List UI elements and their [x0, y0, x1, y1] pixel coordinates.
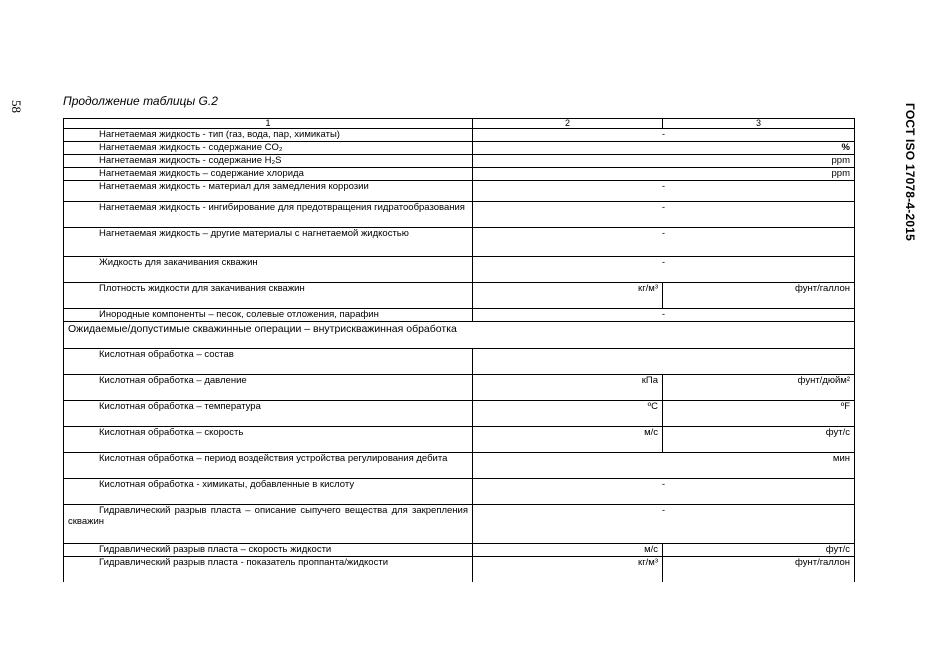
table-row — [64, 181, 855, 202]
table-row — [64, 228, 855, 257]
table-row — [64, 202, 855, 228]
param-cell: Кислотная обработка - химикаты, добавленные в кислоту — [64, 479, 473, 505]
param-cell: Кислотная обработка – скорость — [64, 427, 473, 453]
value-cell-imperial: фут/с — [663, 427, 855, 453]
table-row — [64, 129, 855, 142]
table-row — [64, 142, 855, 155]
param-cell: Гидравлический разрыв пласта – скорость жидкости — [64, 544, 473, 557]
value-cell: - — [473, 228, 855, 257]
value-cell-imperial: фут/с — [663, 544, 855, 557]
header-col-2: 2 — [473, 119, 663, 129]
table-row — [64, 544, 855, 557]
table-row — [64, 505, 855, 544]
spec-table — [63, 118, 855, 582]
param-cell: Нагнетаемая жидкость – другие материалы с нагнетаемой жидкостью — [64, 228, 473, 257]
table-row — [64, 168, 855, 181]
section-heading: Ожидаемые/допустимые скважинные операции – внутрискважинная обработка — [64, 322, 855, 349]
param-cell: Нагнетаемая жидкость – содержание хлорида — [64, 168, 473, 181]
param-cell: Нагнетаемая жидкость - ингибирование для предотвращения гидратообразования — [64, 202, 473, 228]
table-row — [64, 453, 855, 479]
value-cell: - — [473, 479, 855, 505]
table-row — [64, 479, 855, 505]
value-cell-metric: кг/м³ — [473, 557, 663, 582]
header-col-1: 1 — [64, 119, 473, 129]
param-cell: Жидкость для закачивания скважин — [64, 257, 473, 283]
value-cell-imperial: ppm — [663, 168, 855, 181]
value-cell-imperial: фунт/галлон — [663, 557, 855, 582]
param-cell: Нагнетаемая жидкость - тип (газ, вода, пар, химикаты) — [64, 129, 473, 142]
table-row — [64, 257, 855, 283]
param-cell: Гидравлический разрыв пласта - показатель проппанта/жидкости — [64, 557, 473, 582]
header-col-3: 3 — [663, 119, 855, 129]
table-row — [64, 309, 855, 322]
value-cell-imperial: % — [663, 142, 855, 155]
param-cell: Кислотная обработка – температура — [64, 401, 473, 427]
param-cell: Инородные компоненты – песок, солевые отложения, парафин — [64, 309, 473, 322]
value-cell-imperial: ºF — [663, 401, 855, 427]
value-cell: - — [473, 505, 855, 544]
param-cell: Кислотная обработка – состав — [64, 349, 473, 375]
table-row — [64, 375, 855, 401]
value-cell-metric: кПа — [473, 375, 663, 401]
value-cell-imperial: ppm — [663, 155, 855, 168]
value-cell-metric: кг/м³ — [473, 283, 663, 309]
param-cell: Кислотная обработка – давление — [64, 375, 473, 401]
param-cell: Плотность жидкости для закачивания скважин — [64, 283, 473, 309]
param-cell: Нагнетаемая жидкость - содержание H₂S — [64, 155, 473, 168]
value-cell: - — [473, 181, 855, 202]
value-cell-imperial: фунт/дюйм² — [663, 375, 855, 401]
table-row — [64, 155, 855, 168]
value-cell-metric — [473, 142, 663, 155]
table-row — [64, 401, 855, 427]
value-cell: мин — [473, 453, 855, 479]
param-cell: Нагнетаемая жидкость - содержание CO₂ — [64, 142, 473, 155]
value-cell — [473, 349, 855, 375]
table-row — [64, 349, 855, 375]
value-cell-imperial: фунт/галлон — [663, 283, 855, 309]
table-header-row — [64, 119, 855, 129]
value-cell-metric — [473, 168, 663, 181]
value-cell-metric: ºC — [473, 401, 663, 427]
value-cell: - — [473, 257, 855, 283]
standard-code: ГОСТ ISO 17078-4-2015 — [903, 103, 917, 241]
value-cell-metric: м/с — [473, 544, 663, 557]
table-row — [64, 427, 855, 453]
value-cell: - — [473, 129, 855, 142]
page-number: 58 — [9, 100, 24, 113]
value-cell-metric — [473, 155, 663, 168]
param-cell: Гидравлический разрыв пласта – описание сыпучего вещества для закрепления скважин — [64, 505, 473, 544]
table-row — [64, 283, 855, 309]
value-cell: - — [473, 202, 855, 228]
param-cell: Кислотная обработка – период воздействия устройства регулирования дебита — [64, 453, 473, 479]
table-row — [64, 557, 855, 582]
param-cell: Нагнетаемая жидкость - материал для замедления коррозии — [64, 181, 473, 202]
value-cell: - — [473, 309, 855, 322]
section-row — [64, 322, 855, 349]
value-cell-metric: м/с — [473, 427, 663, 453]
table-caption: Продолжение таблицы G.2 — [63, 94, 218, 108]
